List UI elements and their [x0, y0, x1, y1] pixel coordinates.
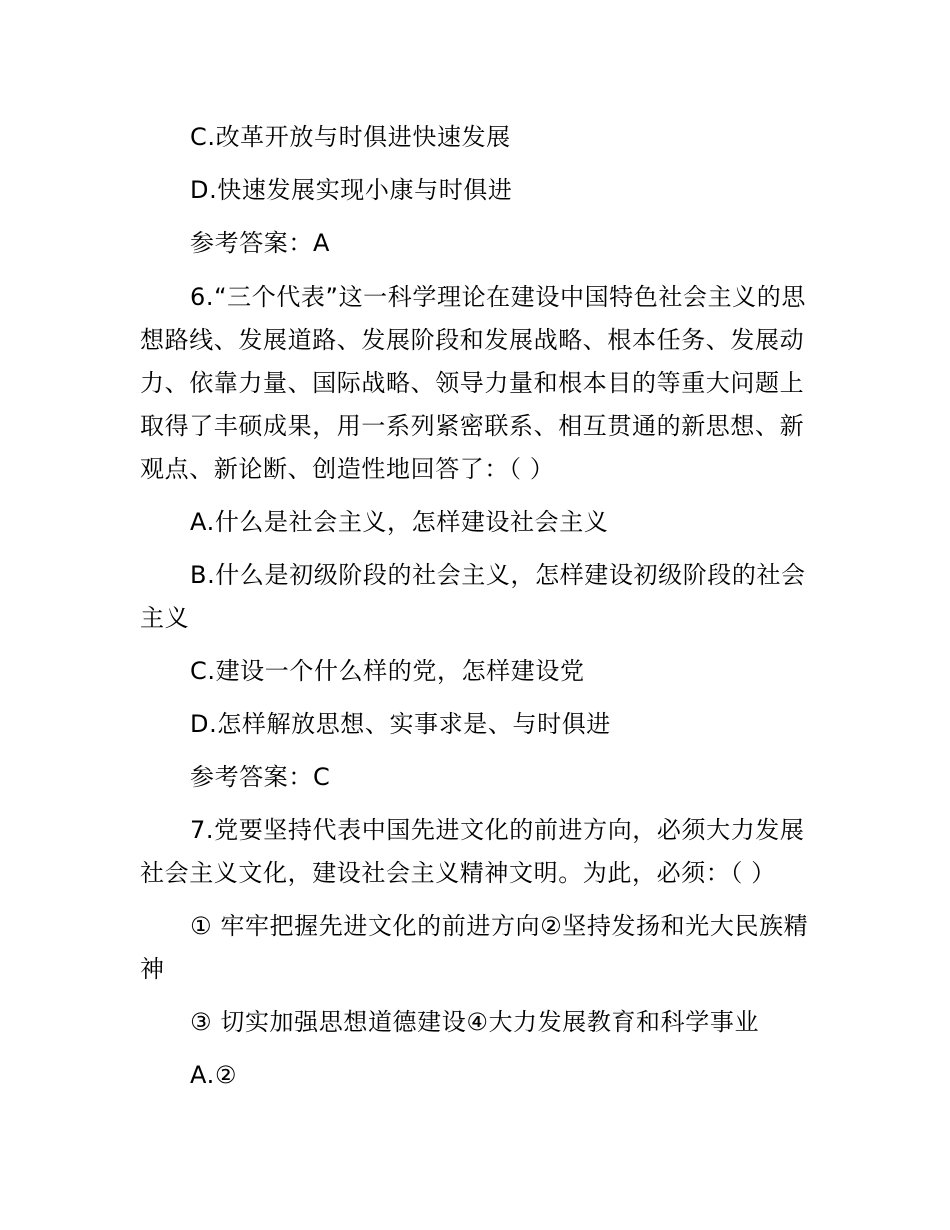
- q5-answer: 参考答案：A: [190, 229, 331, 257]
- q7-items-1-2: ① 牢牢把握先进文化的前进方向②坚持发扬和光大民族精神: [140, 912, 809, 983]
- q6-option-c: C.建设一个什么样的党，怎样建设党: [190, 657, 585, 685]
- q7-stem: 7.党要坚持代表中国先进文化的前进方向，必须大力发展社会主义文化，建设社会主义精神文明。为此，必须：（ ）: [140, 816, 805, 887]
- q7-option-a: A.②: [190, 1061, 237, 1089]
- q6-answer: 参考答案：C: [190, 763, 331, 791]
- q5-option-d: D.快速发展实现小康与时俱进: [190, 176, 513, 204]
- q7-items-3-4: ③ 切实加强思想道德建设④大力发展教育和科学事业: [190, 1008, 760, 1036]
- q6-stem: 6.“三个代表”这一科学理论在建设中国特色社会主义的思想路线、发展道路、发展阶段和发展战略、根本任务、发展动力、依靠力量、国际战略、领导力量和根本目的等重大问题上取得了丰硕成果，用一系列紧密联系、相互贯通的新思想、新观点、新论断、创造性地回答了：（ ）: [140, 283, 806, 483]
- q6-option-a: A.什么是社会主义，怎样建设社会主义: [190, 508, 609, 536]
- q6-option-d: D.怎样解放思想、实事求是、与时俱进: [190, 710, 611, 738]
- q6-option-b: B.什么是初级阶段的社会主义，怎样建设初级阶段的社会主义: [140, 561, 806, 632]
- q5-option-c: C.改革开放与时俱进快速发展: [190, 123, 511, 151]
